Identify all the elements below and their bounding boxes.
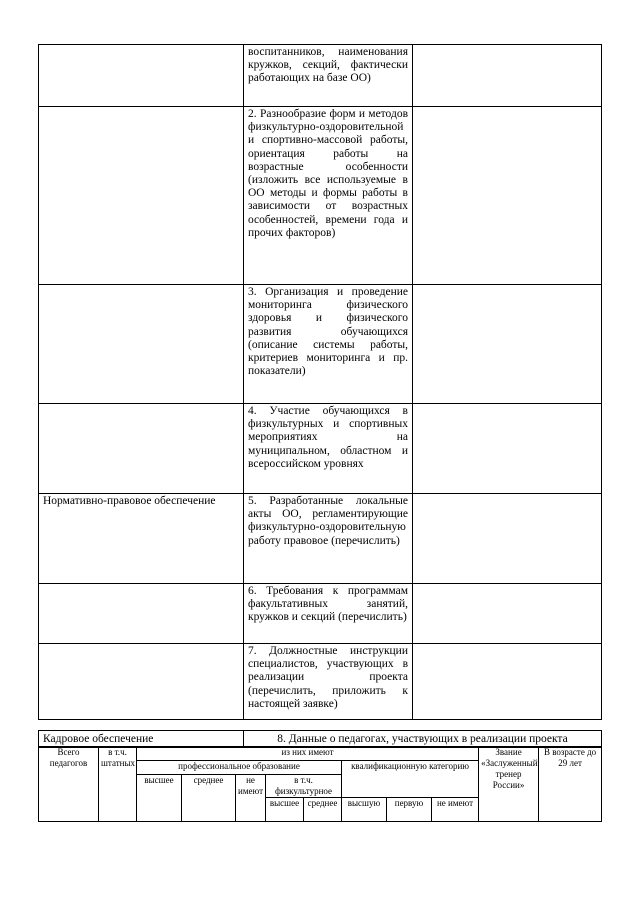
table-row (39, 494, 602, 584)
answer-cell[interactable] (413, 45, 602, 107)
header-no-edu: не имеют (236, 775, 266, 822)
header-honorary-title: Звание «Заслуженный тренер России» (479, 747, 539, 822)
table-row (39, 644, 602, 720)
answer-cell[interactable] (413, 644, 602, 720)
header-staff-teachers: в т.ч. штатных (99, 747, 137, 822)
header-incl-secondary: среднее (304, 798, 342, 822)
criterion-cell: 2. Разнообразие форм и методов физкультурно-оздоровительной и спортивно-массовой работы, ориентация работы на возрастные особенности (изложить все используемые в ОО методы и формы работы в зависимости от возрастных особенностей, времени года и прочих факторов) (244, 107, 413, 285)
section-cell (39, 644, 244, 720)
header-of-them: из них имеют (137, 747, 479, 761)
header-total-teachers: Всего педагогов (39, 747, 99, 822)
header-cat-first: первую (387, 798, 432, 822)
answer-cell[interactable] (413, 107, 602, 285)
criterion-cell: 6. Требования к программам факультативных занятий, кружков и секций (перечислить) (244, 584, 413, 644)
header-cat-none: не имеют (432, 798, 479, 822)
header-cat-highest: высшую (342, 798, 387, 822)
criterion-cell: 4. Участие обучающихся в физкультурных и спортивных мероприятиях на муниципальном, областном и всероссийском уровнях (244, 404, 413, 494)
staff-item-label: 8. Данные о педагогах, участвующих в реализации проекта (244, 731, 602, 748)
answer-cell[interactable] (413, 584, 602, 644)
criterion-cell: 7. Должностные инструкции специалистов, участвующих в реализации проекта (перечислить, приложить к настоящей заявке) (244, 644, 413, 720)
criterion-cell: 5. Разработанные локальные акты ОО, регламентирующие физкультурно-оздоровительную работу правовое (перечислить) (244, 494, 413, 584)
header-higher-edu: высшее (137, 775, 182, 822)
table-row (39, 285, 602, 404)
section-cell: Нормативно-правовое обеспечение (39, 494, 244, 584)
header-under-29: В возрасте до 29 лет (539, 747, 602, 822)
staff-section-label: Кадровое обеспечение (39, 731, 244, 748)
answer-cell[interactable] (413, 404, 602, 494)
staff-data-table (38, 746, 602, 822)
header-secondary-edu: среднее (182, 775, 236, 822)
section-cell (39, 404, 244, 494)
criterion-cell: 3. Организация и проведение мониторинга физического здоровья и физического развития обучающихся (описание системы работы, критериев мониторинга и пр. показатели) (244, 285, 413, 404)
project-criteria-table (38, 44, 602, 720)
section-cell (39, 285, 244, 404)
header-incl-higher: высшее (266, 798, 304, 822)
table-row (39, 45, 602, 107)
answer-cell[interactable] (413, 494, 602, 584)
header-qualification: квалификационную категорию (342, 761, 479, 798)
section-cell (39, 45, 244, 107)
table-row (39, 584, 602, 644)
table-row (39, 107, 602, 285)
section-cell (39, 107, 244, 285)
header-prof-education: профессиональное образование (137, 761, 342, 775)
answer-cell[interactable] (413, 285, 602, 404)
table-row (39, 404, 602, 494)
header-incl-phys-ed: в т.ч. физкультурное (266, 775, 342, 798)
criterion-cell: воспитанников, наименования кружков, секций, фактически работающих на базе ОО) (244, 45, 413, 107)
table-row (39, 747, 602, 761)
section-cell (39, 584, 244, 644)
